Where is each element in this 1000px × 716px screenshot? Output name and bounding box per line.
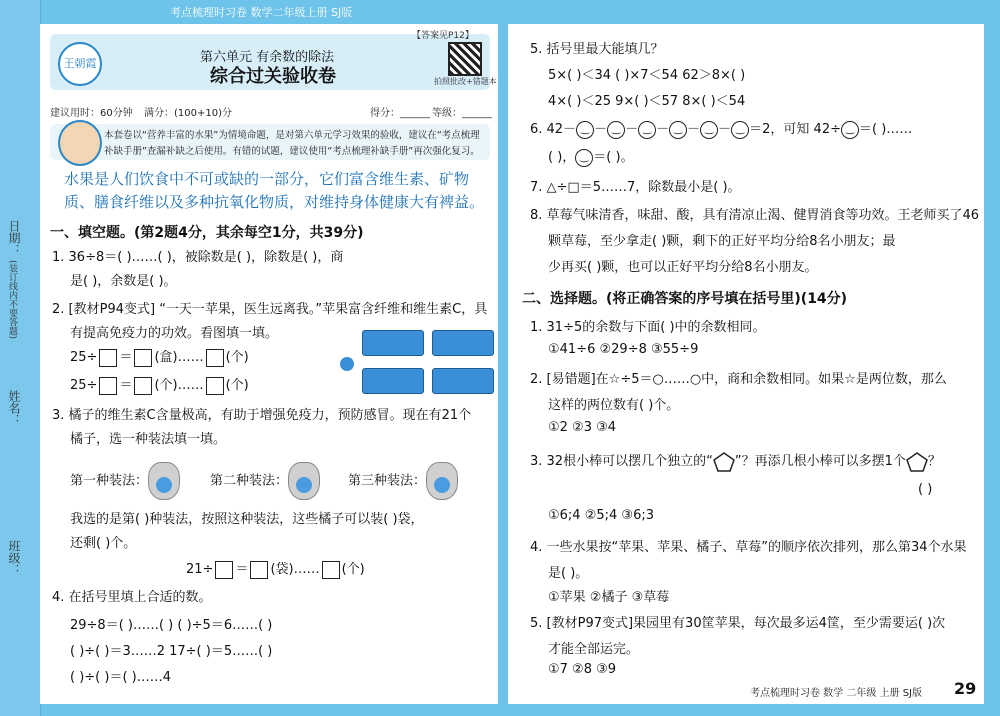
smiley-icon: ‿	[731, 121, 749, 139]
q3-line2: 橘子，选一种装法填一填。	[70, 432, 227, 447]
score-field[interactable]: 得分：______	[370, 108, 430, 119]
answer-box[interactable]	[99, 349, 117, 367]
teacher-avatar-icon	[58, 120, 102, 166]
q8-line2[interactable]: 颗草莓，至少拿走( )颗，剩下的正好平均分给8名小朋友；最	[548, 234, 896, 249]
c3-options: ①6;4 ②5;4 ③6;3	[548, 508, 654, 523]
answer-box[interactable]	[215, 561, 233, 579]
q2-line2: 有提高免疫力的功效。看图填一填。	[70, 326, 279, 341]
c3-line1: 3. 32根小棒可以摆几个独立的“ ”？再添几根小棒可以多摆1个 ？	[530, 450, 941, 472]
q1-line1[interactable]: 1. 36÷8＝( )……( )，被除数是( )，除数是( )，商	[52, 250, 344, 265]
unit-title: 第六单元 有余数的除法	[200, 50, 335, 65]
c1-options: ①41÷6 ②29÷8 ③55÷9	[548, 342, 699, 357]
q2-equation2[interactable]: 25÷ ＝ (个)…… (个)	[70, 378, 249, 393]
section-choice: 二、选择题。(将正确答案的序号填在括号里)(14分)	[522, 291, 848, 307]
c5-line1[interactable]: 5. [教材P97变式]果园里有30筐苹果，每次最多运4筐，至少需要运( )次	[530, 616, 946, 631]
smiley-icon: ‿	[638, 121, 656, 139]
q8-line1: 8. 草莓气味清香，味甜、酸，具有清凉止渴、健胃消食等功效。王老师买了46	[530, 208, 980, 223]
answer-box[interactable]	[134, 377, 152, 395]
answer-box[interactable]	[322, 561, 340, 579]
q2-equation1[interactable]: 25÷ ＝ (盒)…… (个)	[70, 350, 249, 365]
q5-title: 5. 括号里最大能填几？	[530, 42, 664, 57]
answer-box[interactable]	[134, 349, 152, 367]
q4-row3[interactable]: ( )÷( )＝( )……4	[70, 670, 171, 685]
smiley-icon: ‿	[669, 121, 687, 139]
section-fill-blank: 一、填空题。(第2题4分，其余每空1分，共39分)	[50, 225, 364, 241]
apple-crate-icon	[362, 368, 424, 394]
apple-crate-icon	[362, 330, 424, 356]
total-score: 满分：(100+10)分	[144, 108, 232, 119]
binding-margin	[0, 0, 41, 716]
c5-options: ①7 ②8 ③9	[548, 662, 617, 677]
name-label: 姓名：	[7, 390, 21, 426]
apple-crates-image	[340, 326, 498, 402]
story-text: 水果是人们饮食中不可或缺的一部分，它们富含维生素、矿物质、膳食纤维以及多种抗氧化物质，对维持身体健康大有裨益。	[64, 170, 485, 211]
smiley-icon: ‿	[576, 121, 594, 139]
orange-bag-icon	[426, 462, 458, 500]
c4-options: ①苹果 ②橘子 ③草莓	[548, 590, 670, 605]
q5-row1[interactable]: 5×( )＜34 ( )×7＜54 62＞8×( )	[548, 68, 746, 83]
pack-option-3: 第三种装法：	[348, 462, 458, 500]
time-info: 建议用时：60分钟	[50, 108, 133, 119]
q3-answer-line1[interactable]: 我选的是第( )种装法，按照这种装法，这些橘子可以装( )袋，	[70, 512, 424, 527]
q6-line1[interactable]: 6. 42－ ‿ － ‿ － ‿ － ‿ － ‿ － ‿ ＝2，可知 42÷ ‿ ＝( )……	[530, 122, 913, 137]
q4-row2[interactable]: ( )÷( )＝3……2 17÷( )＝5……( )	[70, 644, 273, 659]
q6-line2[interactable]: ( )， ‿ ＝( )。	[548, 150, 634, 165]
q2-line1: 2. [教材P94变式] “一天一苹果，医生远离我。”苹果富含纤维和维生素C，具	[52, 302, 488, 317]
smiley-icon: ‿	[841, 121, 859, 139]
series-title: 考点梳理时习卷 数学二年级上册 SJ版	[170, 6, 353, 19]
c1[interactable]: 1. 31÷5的余数与下面( )中的余数相同。	[530, 320, 766, 335]
answer-box[interactable]	[206, 377, 224, 395]
class-label: 班级：	[7, 540, 21, 576]
grade-field[interactable]: 等级：______	[432, 108, 492, 119]
answer-box[interactable]	[250, 561, 268, 579]
q3-answer-line2[interactable]: 还剩( )个。	[70, 536, 137, 551]
q5-row2[interactable]: 4×( )＜25 9×( )＜57 8×( )＜54	[548, 94, 746, 109]
footer-text: 考点梳理时习卷 数学 二年级 上册 SJ版	[750, 688, 923, 699]
page-title: 综合过关验收卷	[210, 66, 336, 87]
brand-logo: 王朝霞	[58, 42, 102, 86]
answer-box[interactable]	[99, 377, 117, 395]
q3-equation[interactable]: 21÷ ＝ (袋)…… (个)	[186, 562, 365, 577]
page-number: 29	[954, 679, 977, 698]
answer-box[interactable]	[206, 349, 224, 367]
date-label: 日期：	[7, 220, 21, 256]
qr-note: 拍照批改+错题本	[434, 77, 497, 86]
pentagon-icon	[713, 452, 735, 472]
q7[interactable]: 7. △÷□＝5……7，除数最小是( )。	[530, 180, 741, 195]
c2-line2[interactable]: 这样的两位数有( )个。	[548, 398, 680, 413]
intro-text: 本套卷以“营养丰富的水果”为情境命题，是对第六单元学习效果的验收，建议在“考点梳理补缺手册”查漏补缺之后使用。有错的试题，建议使用“考点梳理补缺手册”再次强化复习。	[104, 130, 480, 157]
c2-options: ①2 ②3 ③4	[548, 420, 617, 435]
orange-bag-icon	[148, 462, 180, 500]
apple-crate-icon	[432, 368, 494, 394]
c4-line1: 4. 一些水果按“苹果、苹果、橘子、草莓”的顺序依次排列，那么第34个水果	[530, 540, 967, 555]
apple-icon	[340, 357, 354, 371]
q4-row1[interactable]: 29÷8＝( )……( ) ( )÷5＝6……( )	[70, 618, 273, 633]
answer-ref: 【答案见P12】	[412, 31, 474, 41]
qr-code-icon[interactable]	[448, 42, 482, 76]
c4-line2[interactable]: 是( )。	[548, 566, 589, 581]
smiley-icon: ‿	[575, 149, 593, 167]
pentagon-icon	[906, 452, 928, 472]
q8-line3[interactable]: 少再买( )颗，也可以正好平均分给8名小朋友。	[548, 260, 818, 275]
pack-option-1: 第一种装法：	[70, 462, 180, 500]
apple-crate-icon	[432, 330, 494, 356]
c5-line2: 才能全部运完。	[548, 642, 640, 657]
c3-answer[interactable]: ( )	[918, 482, 933, 497]
q1-line2[interactable]: 是( )，余数是( )。	[70, 274, 177, 289]
q3-line1: 3. 橘子的维生素C含量极高，有助于增强免疫力，预防感冒。现在有21个	[52, 408, 472, 423]
orange-bag-icon	[288, 462, 320, 500]
binding-note: (装订线内不要答题)	[7, 260, 17, 340]
smiley-icon: ‿	[700, 121, 718, 139]
q4-title: 4. 在括号里填上合适的数。	[52, 590, 212, 605]
smiley-icon: ‿	[607, 121, 625, 139]
c2-line1: 2. [易错题]在☆÷5＝○……○中，商和余数相同。如果☆是两位数，那么	[530, 372, 947, 387]
pack-option-2: 第二种装法：	[210, 462, 320, 500]
